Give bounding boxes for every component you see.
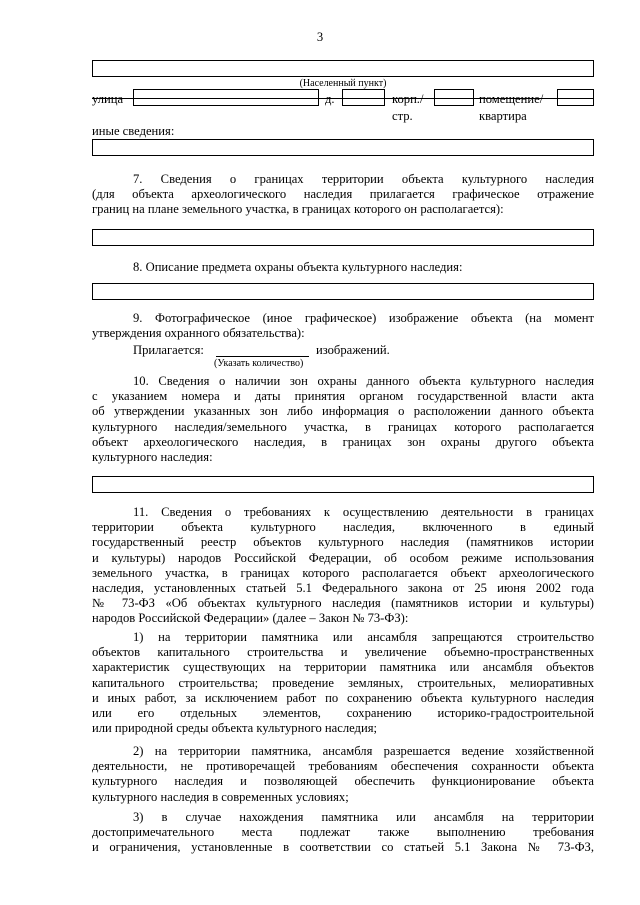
locality-field[interactable] [92,60,594,77]
section-8-text: 8. Описание предмета охраны объекта культурного наследия: [133,260,463,274]
requirement-item-3: 3) в случае нахождения памятника или ансамбля на территории достопримечательного места подлежат также выполнению требования и ограничения, установленные в соответствии со статьей 5.1 Закона № 73-ФЗ, [92,810,594,855]
house-label: д. [325,92,335,106]
street-label: улица [92,92,124,106]
section-7-field[interactable] [92,229,594,246]
section-10-text: 10. Сведения о наличии зон охраны данного объекта культурного наследия с указанием номера и даты принятия органом государственной власти акта об утверждении указанных зон либо информация о расположении данного объекта культурного наследия/земельного участка, в границах которого располагается объект археологического наследия, в границах зон охраны другого объекта культурного наследия: [92,374,594,465]
room-label-2: квартира [479,109,527,123]
building-label-2: стр. [392,109,413,123]
section-11-text: 11. Сведения о требованиях к осуществлению деятельности в границах территории объекта культурного наследия, включенного в единый государственный реестр объектов культурного наследия (памятников истории и культуры) народов Российской Федерации, об особом режиме использования земельного участка, в границах которого располагается объект археологического наследия, установленных статьей 5.1 Федерального закона от 25 июня 2002 года № 73-ФЗ «Об объектах культурного наследия (памятников истории и культуры) народов Российской Федерации» (далее – Закон № 73-ФЗ): [92,505,594,626]
section-7-text: 7. Сведения о границах территории объекта культурного наследия (для объекта археологического наследия прилагается графическое отражение границ на плане земельного участка, в границах которого он располагается): [92,172,594,217]
section-10-field[interactable] [92,476,594,493]
street-field[interactable] [133,89,319,106]
images-label: изображений. [316,343,390,357]
other-info-field[interactable] [92,139,594,156]
room-label: помещение/ [479,92,544,106]
room-field[interactable] [557,89,594,106]
requirement-item-1: 1) на территории памятника или ансамбля запрещаются строительство объектов капитального строительства и увеличение объемно-пространственных характеристик существующих на территории памятника или ансамбля объектов капитального строительства; проведение земляных, строительных, мелиоративных и иных работ, за исключением работ по сохранению объекта культурного наследия или его отдельных элементов, сохранению историко-градостроительной или природной среды объекта культурного наследия; [92,630,594,736]
section-8-field[interactable] [92,283,594,300]
section-9-text: 9. Фотографическое (иное графическое) изображение объекта (на момент утверждения охранного обязательства): [92,311,594,341]
house-field[interactable] [342,89,385,106]
count-caption: (Указать количество) [214,358,304,369]
attached-label: Прилагается: [133,343,204,357]
image-count-line[interactable] [216,356,309,357]
building-label: корп./ [392,92,424,106]
locality-caption: (Населенный пункт) [299,78,387,89]
requirement-item-2: 2) на территории памятника, ансамбля разрешается ведение хозяйственной деятельности, не противоречащей требованиям обеспечения сохранности объекта культурного наследия и позволяющей обеспечить функционирование объекта культурного наследия в современных условиях; [92,744,594,804]
building-field[interactable] [434,89,474,106]
page-number: 3 [316,30,324,44]
other-info-label: иные сведения: [92,124,175,138]
